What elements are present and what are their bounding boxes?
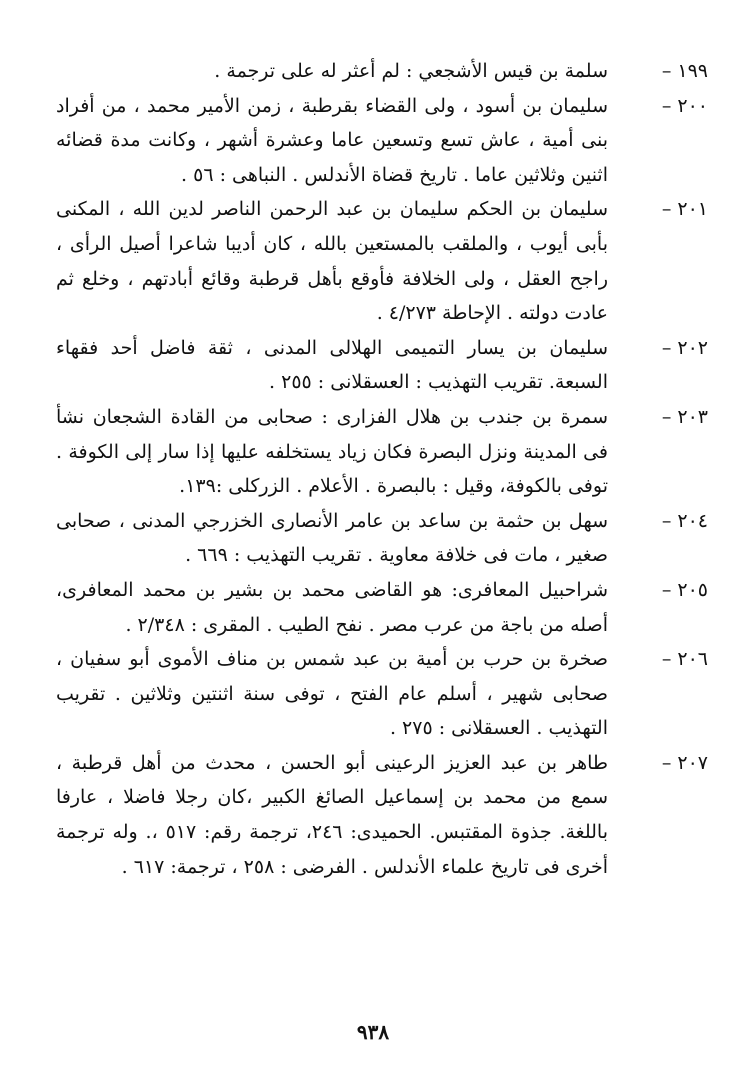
entry-text: سليمان بن يسار التميمى الهلالى المدنى ، ثقة فاضل أحد فقهاء السبعة. تقريب التهذيب : العسقلانى : ٢٥٥ .: [56, 336, 608, 394]
entry-204: [56, 504, 708, 573]
entry-text: سليمان بن الحكم سليمان بن عبد الرحمن الناصر لدين الله ، المكنى بأبى أيوب ، والملقب بالمستعين بالله ، كان أديبا شاعرا أصيل الرأى ، راجح العقل ، ولى الخلافة فأوقع بأهل قرطبة وقائع أبادتهم ، وخلع ثم عادت دولته . الإحاطة ٤/٢٧٣ .: [56, 198, 608, 325]
entry-207: [56, 746, 708, 884]
entry-205: [56, 573, 708, 642]
entry-number: ١٩٩ –: [661, 60, 708, 82]
entry-text: صخرة بن حرب بن أمية بن عبد شمس بن مناف الأموى أبو سفيان ، صحابى شهير ، أسلم عام الفتح ، توفى سنة اثنتين وثلاثين . تقريب التهذيب . العسقلانى : ٢٧٥ .: [56, 648, 608, 740]
entry-200: [56, 89, 708, 193]
entry-number: ٢٠٧ –: [661, 751, 708, 774]
entry-text: شراحبيل المعافرى: هو القاضى محمد بن بشير بن محمد المعافرى، أصله من باجة من عرب مصر . نفح الطيب . المقرى : ٢/٣٤٨ .: [56, 578, 608, 636]
biography-entries: [56, 54, 708, 884]
entry-text: سلمة بن قيس الأشجعي : لم أعثر له على ترجمة .: [214, 60, 608, 82]
entry-text: طاهر بن عبد العزيز الرعينى أبو الحسن ، محدث من أهل قرطبة ، سمع من محمد بن إسماعيل الصائغ الكبير ،كان رجلا فاضلا ، عارفا باللغة. جذوة المقتبس. الحميدى: ٢٤٦، ترجمة رقم: ٥١٧ ،. وله ترجمة أخرى فى تاريخ علماء الأندلس . الفرضى : ٢٥٨ ، ترجمة: ٦١٧ .: [56, 751, 608, 878]
entry-text: سمرة بن جندب بن هلال الفزارى : صحابى من القادة الشجعان نشأ فى المدينة ونزل البصرة فكان زياد يستخلفه عليها إذا سار إلى الكوفة . توفى بالكوفة، وقيل : بالبصرة . الأعلام . الزركلى :١٣٩.: [56, 405, 608, 498]
entry-number: ٢٠٠ –: [661, 94, 708, 117]
entry-202: [56, 331, 708, 400]
entry-text: سهل بن حثمة بن ساعد بن عامر الأنصارى الخزرجي المدنى ، صحابى صغير ، مات فى خلافة معاوية . تقريب التهذيب : ٦٦٩ .: [56, 509, 608, 567]
entry-206: [56, 642, 708, 746]
entry-number: ٢٠٥ –: [661, 578, 708, 601]
entry-201: [56, 192, 708, 330]
entry-number: ٢٠٢ –: [661, 336, 708, 359]
entry-number: ٢٠١ –: [661, 198, 708, 221]
entry-number: ٢٠٦ –: [661, 648, 708, 671]
entry-text: سليمان بن أسود ، ولى القضاء بقرطبة ، زمن الأمير محمد ، من أفراد بنى أمية ، عاش تسع وتسعين عاما وعشرة أشهر ، وكانت مدة قضائه اثنين وثلاثين عاما . تاريخ قضاة الأندلس . النباهى : ٥٦ .: [56, 94, 608, 186]
entry-203: [56, 400, 708, 504]
page-number: ٩٣٨: [356, 1020, 390, 1044]
entry-199: [56, 54, 708, 89]
entry-number: ٢٠٣ –: [661, 405, 708, 428]
entry-number: ٢٠٤ –: [661, 509, 708, 532]
